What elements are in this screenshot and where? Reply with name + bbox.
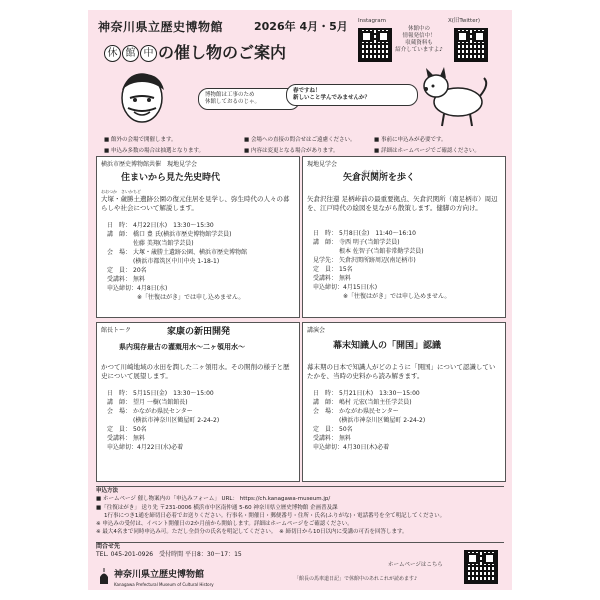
event-description: 幕末期の日本で知識人がどのように「開国」について認識していたかを、当時の史料から読み解きます。 bbox=[307, 363, 496, 380]
apply-line: ※ 申込みの受付は、イベント開催日の2か月前から開始します。詳細はホームページをご確認ください。 bbox=[96, 521, 353, 527]
event-description: かつて川崎地域の水田を潤した二ヶ領用水。その開削の様子と歴史について展望します。 bbox=[101, 363, 290, 380]
event-furigana: やぐらさわ bbox=[363, 169, 383, 174]
contact-heading: 問合せ先 bbox=[96, 543, 121, 550]
homepage-qr-icon[interactable] bbox=[464, 550, 498, 584]
qr-note: 休館中の 情報発信中！ 収蔵資料も 紹介していますよ♪ bbox=[395, 26, 443, 53]
event-title: 家康の新田開発 bbox=[167, 327, 231, 337]
event-furigana: おおつか さいかちど bbox=[101, 189, 141, 194]
notice-item: ■ 詳細はホームページでご確認ください。 bbox=[374, 147, 480, 154]
homepage-note: ホームページはこちら bbox=[388, 562, 443, 568]
event-description: 大塚・歳勝土遺跡公園の復元住居を見学し、弥生時代の人々の暮らしや社会について解説します。 bbox=[101, 195, 290, 212]
homepage-note-2: 「館長の馬車道日記」で休館中のあれこれが読めます♪ bbox=[294, 576, 418, 582]
event-details: 日 時： 5月21日(木) 13:30～15:00 講 師： 嶋村 元宏(当館主任学芸員) 会 場： かながわ県民センター (横浜市神奈川区鶴屋町 2-24-2) 定 員： 50名 受講料： 無料 申込締切： 4月30日(木)必着 bbox=[313, 390, 426, 451]
apply-line: 1行事につき1通を締切日必着でお送りください。行事名・開催日・郵便番号・住所・氏名(ふりがな)・電話番号を全て明記してください。 bbox=[104, 512, 446, 519]
contact-tel: TEL. 045-201-0926 受付時間 平日8：30～17：15 bbox=[96, 550, 242, 558]
notice-item: ■ 事前に申込みが必要です。 bbox=[374, 137, 447, 143]
event-card-2 bbox=[302, 156, 506, 318]
event-card-3 bbox=[96, 322, 300, 482]
notice-list bbox=[104, 137, 504, 155]
x-label: X(旧Twitter) bbox=[448, 18, 480, 24]
event-card-4 bbox=[302, 322, 506, 482]
apply-line: ■「往復はがき」 送り先 〒231-0006 横浜市中区南仲通 5-60 神奈川県立歴史博物館 企画普及課 bbox=[96, 504, 338, 511]
application-section bbox=[96, 486, 504, 537]
dog-illustration-icon bbox=[414, 64, 494, 130]
event-category: 現地見学会 bbox=[307, 161, 338, 168]
title-text: の催し物のご案内 bbox=[158, 43, 287, 62]
notice-item: ■ 内容は変更となる場合があります。 bbox=[244, 147, 339, 154]
title-char: 休 bbox=[104, 45, 121, 62]
notice-item: ■ 会場への直接の問合せはご遠慮ください。 bbox=[244, 137, 356, 143]
man-speech-bubble: 博物館は工事のため 休館しておるのじゃ。 bbox=[198, 88, 300, 110]
apply-line[interactable]: ■ ホームページ 催し物案内の「申込みフォーム」 URL： https://ch.kanagawa-museum.jp/ bbox=[96, 496, 331, 503]
event-details: 日 時： 5月15日(金) 13:30～15:00 講 師： 望月 一樹(当館館長) 会 場： かながわ県民センター (横浜市神奈川区鶴屋町 2-24-2) 定 員： 50名 受講料： 無料 申込締切： 4月22日(水)必着 bbox=[107, 390, 220, 451]
event-title: 幕末知識人の「開国」認識 bbox=[333, 341, 442, 351]
event-card-1 bbox=[96, 156, 300, 318]
event-details: 日 時： 4月22日(水) 13:30～15:30 講 師： 橋口 豊 氏(横浜市歴史博物館学芸員) 佐藤 美翔(当館学芸員) 会 場： 大塚・歳勝土遺跡公園、横浜市歴史博物館 (横浜市都筑区中川中央 1-18-1) 定 員： 20名 受講料： 無料 申込締切： 4月8日(水) ※「往復はがき」では申し込めません。 bbox=[107, 221, 297, 302]
instagram-label: Instagram bbox=[358, 18, 386, 24]
museum-name: 神奈川県立歴史博物館 bbox=[98, 20, 224, 34]
event-title: 住まいから見た先史時代 bbox=[121, 173, 221, 183]
event-details: 日 時： 5月8日(金) 11:40～16:10 講 師： 寺西 明子(当館学芸員) 根本 佐智子(当館非常勤学芸員) 見学先： 矢倉沢関所跡周辺(南足柄市) 定 員： 15名 受講料： 無料 申込締切： 4月15日(水) ※「往復はがき」では申し込めません。 bbox=[313, 229, 503, 301]
title-char: 中 bbox=[140, 45, 157, 62]
flyer-sheet bbox=[88, 10, 512, 590]
event-description: 矢倉沢往還 足柄峠前の最重要拠点、矢倉沢関所（南足柄市）周辺を、江戸時代の絵図を見ながら散策します。健脚の方向け。 bbox=[307, 195, 498, 212]
footer-logo: 神奈川県立歴史博物館 bbox=[114, 570, 205, 580]
apply-heading: 申込方法 bbox=[96, 488, 119, 494]
event-category: 講演会 bbox=[307, 327, 326, 334]
period-date: 2026年 4月・5月 bbox=[254, 20, 348, 33]
event-note: ※「往復はがき」では申し込めません。 bbox=[137, 294, 245, 301]
dog-speech-bubble: 春ですね！ 新しいこと学んでみませんか？ bbox=[286, 84, 418, 106]
instagram-qr-icon[interactable] bbox=[358, 28, 392, 62]
notice-item: ■ 館外の会場で開催します。 bbox=[104, 137, 177, 143]
event-category: 横浜市歴史博物館共催 現地見学会 bbox=[101, 161, 198, 168]
flyer-title bbox=[104, 43, 286, 63]
event-title: 矢倉沢関所を歩く bbox=[343, 173, 416, 183]
apply-line: ※ 最大4名まで同時申込み可。ただし全員分の氏名を明記してください。 ※ 締切日から10日以内に受講の可否を回答します。 bbox=[96, 529, 408, 536]
notice-item: ■ 申込み多数の場合は抽選となります。 bbox=[104, 147, 205, 154]
event-note: ※「往復はがき」では申し込めません。 bbox=[343, 293, 451, 300]
event-subtitle: 県内現存最古の灌漑用水～二ヶ領用水～ bbox=[119, 343, 245, 351]
x-qr-icon[interactable] bbox=[454, 28, 488, 62]
event-category: 館長トーク bbox=[101, 327, 132, 334]
contact-section bbox=[96, 542, 504, 558]
man-illustration-icon bbox=[108, 68, 178, 130]
title-char: 館 bbox=[122, 45, 139, 62]
footer-logo-en: Kanagawa Prefectural Museum of Cultural History bbox=[114, 582, 214, 587]
museum-dome-icon bbox=[98, 568, 110, 584]
